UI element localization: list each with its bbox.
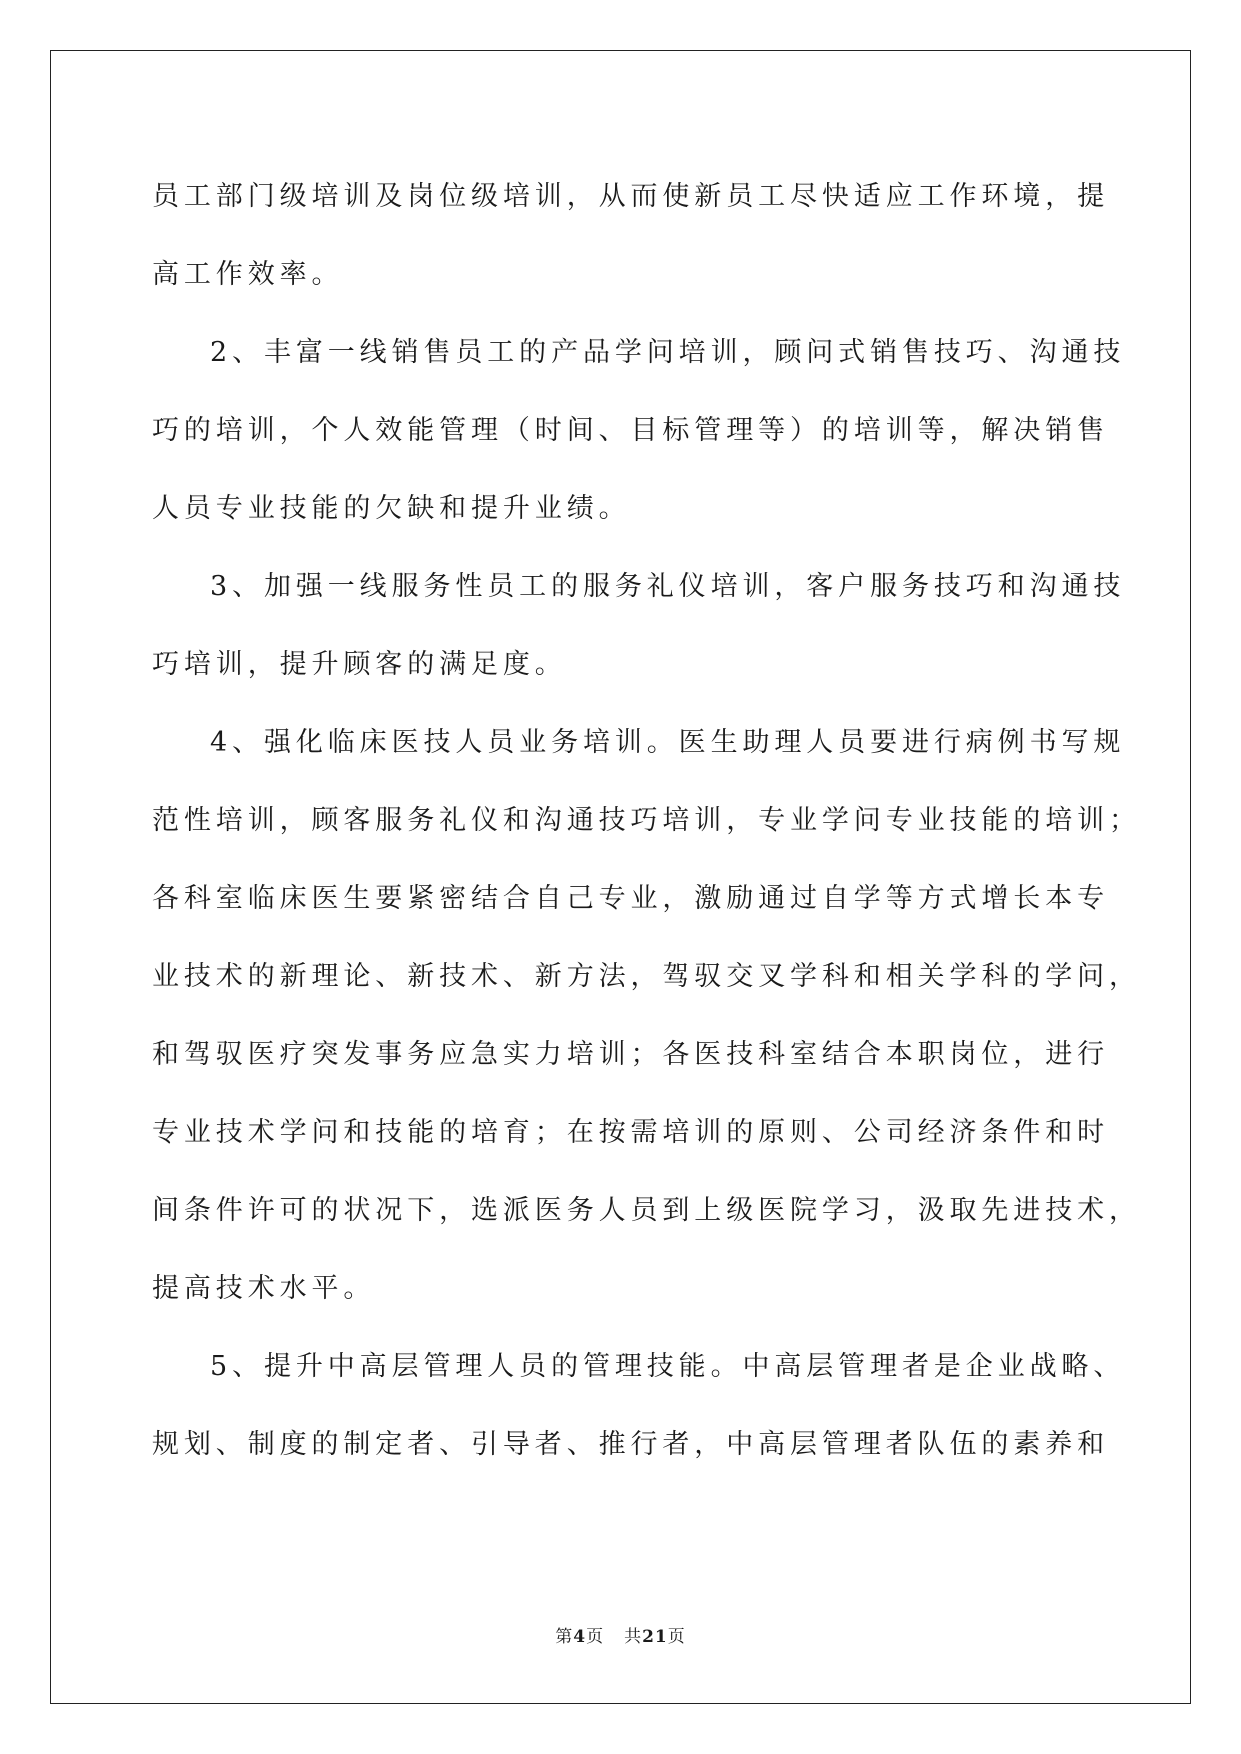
text-line: 各科室临床医生要紧密结合自己专业，激励通过自学等方式增长本专	[152, 883, 1109, 914]
text-line: 范性培训，顾客服务礼仪和沟通技巧培训，专业学问专业技能的培训；	[152, 805, 1141, 836]
document-body	[152, 158, 1141, 1484]
page-suffix: 页	[586, 1627, 605, 1647]
total-prefix: 共	[624, 1627, 643, 1647]
text-line: 提高技术水平。	[152, 1273, 376, 1304]
text-line: 人员专业技能的欠缺和提升业绩。	[152, 493, 631, 524]
text-line: 巧的培训，个人效能管理（时间、目标管理等）的培训等，解决销售	[152, 415, 1109, 446]
text-line: 和驾驭医疗突发事务应急实力培训；各医技科室结合本职岗位，进行	[152, 1039, 1109, 1070]
paragraph-2-start: 2、丰富一线销售员工的产品学问培训，顾问式销售技巧、沟通技	[210, 337, 1126, 368]
text-line: 巧培训，提升顾客的满足度。	[152, 649, 567, 680]
text-line: 规划、制度的制定者、引导者、推行者，中高层管理者队伍的素养和	[152, 1429, 1109, 1460]
text-line: 间条件许可的状况下，选派医务人员到上级医院学习，汲取先进技术，	[152, 1195, 1141, 1226]
paragraph-5-start: 5、提升中高层管理人员的管理技能。中高层管理者是企业战略、	[210, 1351, 1126, 1382]
total-suffix: 页	[667, 1627, 686, 1647]
text-line: 专业技术学问和技能的培育；在按需培训的原则、公司经济条件和时	[152, 1117, 1109, 1148]
page-prefix: 第	[555, 1627, 574, 1647]
page-footer	[0, 1622, 1241, 1647]
text-line: 员工部门级培训及岗位级培训，从而使新员工尽快适应工作环境，提	[152, 181, 1109, 212]
paragraph-4-start: 4、强化临床医技人员业务培训。医生助理人员要进行病例书写规	[210, 727, 1126, 758]
total-pages: 21	[642, 1627, 668, 1647]
page-number: 4	[573, 1627, 587, 1647]
text-line: 高工作效率。	[152, 259, 344, 290]
text-line: 业技术的新理论、新技术、新方法，驾驭交叉学科和相关学科的学问，	[152, 961, 1141, 992]
paragraph-3-start: 3、加强一线服务性员工的服务礼仪培训，客户服务技巧和沟通技	[210, 571, 1126, 602]
